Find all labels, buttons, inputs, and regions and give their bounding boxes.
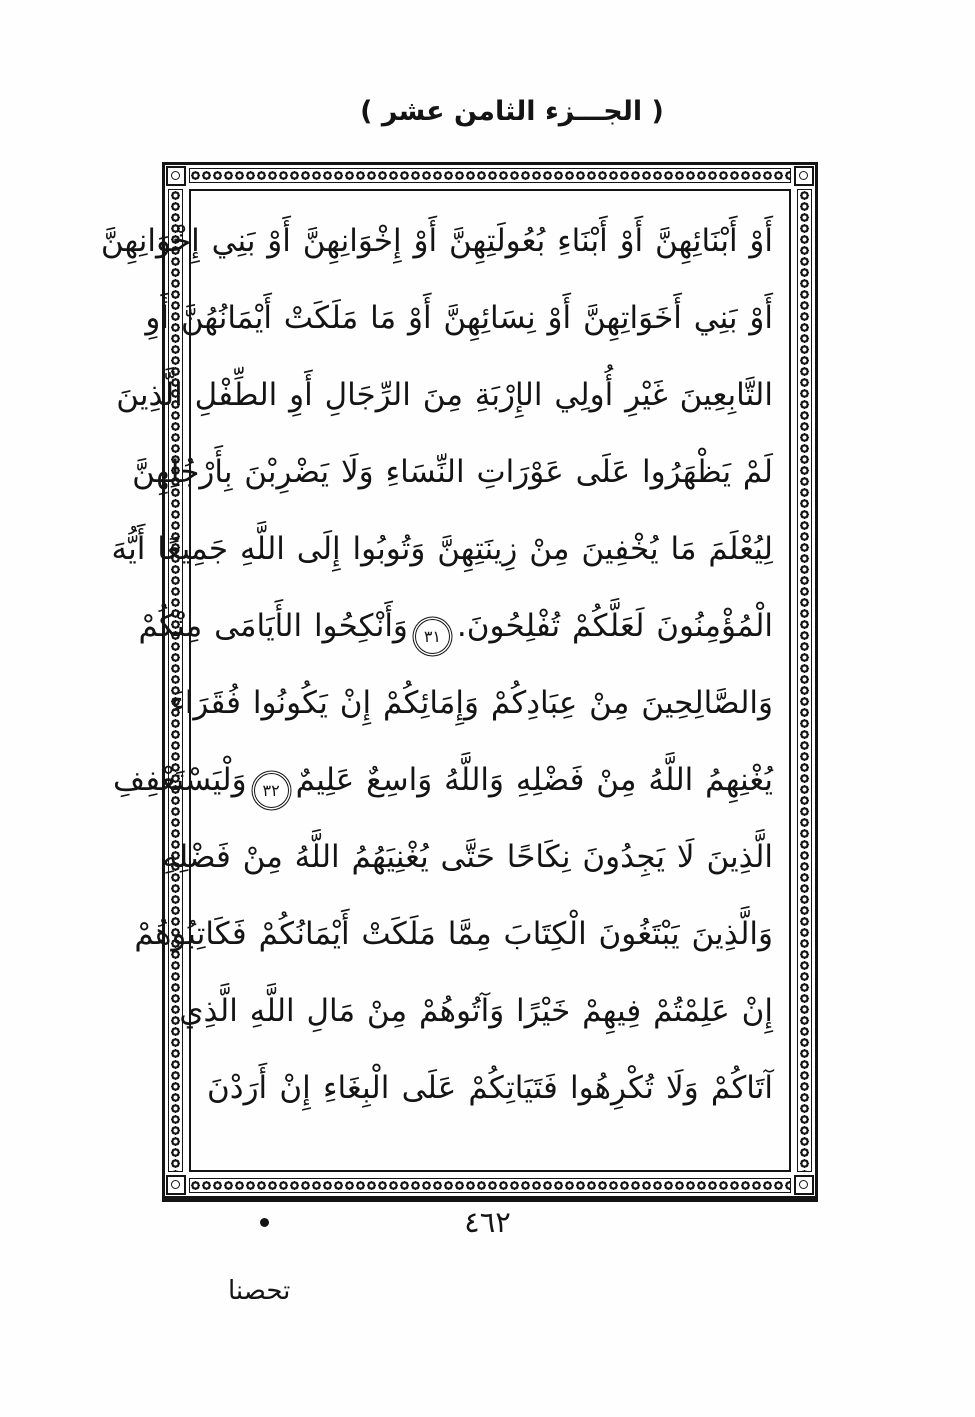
border-chain-band-top [189,168,791,183]
quran-text-block [100,191,789,1170]
quran-text-segment: وَلْيَسْتَعْفِفِ [113,762,247,798]
page-border-frame [100,162,818,1202]
border-corner-ornament-top-left [166,166,186,186]
quran-text-segment: وَالَّذِينَ يَبْتَغُونَ الْكِتَابَ مِمَّا مَلَكَتْ أَيْمَانُكُمْ فَكَاتِبُوهُمْ [134,916,773,952]
aya-marker: ٣٢ [254,773,289,808]
quran-line-4 [132,434,773,511]
quran-text-segment: إِنْ عَلِمْتُمْ فِيهِمْ خَيْرًا وَآتُوهُمْ مِنْ مَالِ اللَّهِ الَّذِي [179,993,773,1029]
quran-line-11 [179,973,773,1050]
quran-line-6 [138,588,773,665]
quran-line-12 [207,1050,773,1127]
border-corner-ornament-bottom-right [794,1175,814,1195]
border-chain-band-bottom [189,1178,791,1193]
ink-dot-mark [260,1218,269,1227]
aya-marker: ٣١ [415,619,450,654]
quran-text-segment: الْمُؤْمِنُونَ لَعَلَّكُمْ تُفْلِحُونَ. [456,608,773,644]
quran-text-segment: وَأَنْكِحُوا الأَيَامَى مِنْكُمْ [138,608,408,644]
quran-text-segment: أَوْ بَنِي أَخَوَاتِهِنَّ أَوْ نِسَائِهِنَّ أَوْ مَا مَلَكَتْ أَيْمَانُهُنَّ أَوِ [145,300,773,336]
quran-text-segment: يُغْنِهِمُ اللَّهُ مِنْ فَضْلِهِ وَاللَّهُ وَاسِعٌ عَلِيمٌ [295,762,773,798]
quran-line-9 [162,819,773,896]
border-corner-ornament-bottom-left [166,1175,186,1195]
quran-line-5 [111,511,773,588]
page-number: ٤٦٢ [464,1205,511,1239]
quran-text-segment: أَوْ أَبْنَائِهِنَّ أَوْ أَبْنَاءِ بُعُولَتِهِنَّ أَوْ إِخْوَانِهِنَّ أَوْ بَنِي إِخْوَانِهِنَّ [100,223,773,259]
catchword: تحصنا [228,1276,291,1306]
quran-line-10 [134,896,773,973]
juz-header-title: ( الجـــزء الثامن عشر ) [360,96,664,127]
quran-text-segment: التَّابِعِينَ غَيْرِ أُولِي الإِرْبَةِ مِنَ الرِّجَالِ أَوِ الطِّفْلِ الَّذِينَ [116,377,773,413]
inner-text-frame [100,189,791,1172]
quran-line-7 [170,665,773,742]
quran-text-segment: آتَاكُمْ وَلَا تُكْرِهُوا فَتَيَاتِكُمْ عَلَى الْبِغَاءِ إِنْ أَرَدْنَ [207,1070,773,1106]
quran-line-2 [145,280,773,357]
quran-line-3 [116,357,773,434]
quran-text-segment: لِيُعْلَمَ مَا يُخْفِينَ مِنْ زِينَتِهِنَّ وَتُوبُوا إِلَى اللَّهِ جَمِيعًا أَيُّهَ [111,531,773,567]
border-chain-band-right [797,189,812,1172]
quran-line-8 [113,742,773,819]
quran-text-segment: الَّذِينَ لَا يَجِدُونَ نِكَاحًا حَتَّى يُغْنِيَهُمُ اللَّهُ مِنْ فَضْلِهِ [162,839,773,875]
border-corner-ornament-top-right [794,166,814,186]
quran-text-segment: وَالصَّالِحِينَ مِنْ عِبَادِكُمْ وَإِمَائِكُمْ إِنْ يَكُونُوا فُقَرَاءَ [170,685,773,721]
quran-text-segment: لَمْ يَظْهَرُوا عَلَى عَوْرَاتِ النِّسَاءِ وَلَا يَضْرِبْنَ بِأَرْجُلِهِنَّ [132,454,773,490]
quran-line-1 [100,203,773,280]
